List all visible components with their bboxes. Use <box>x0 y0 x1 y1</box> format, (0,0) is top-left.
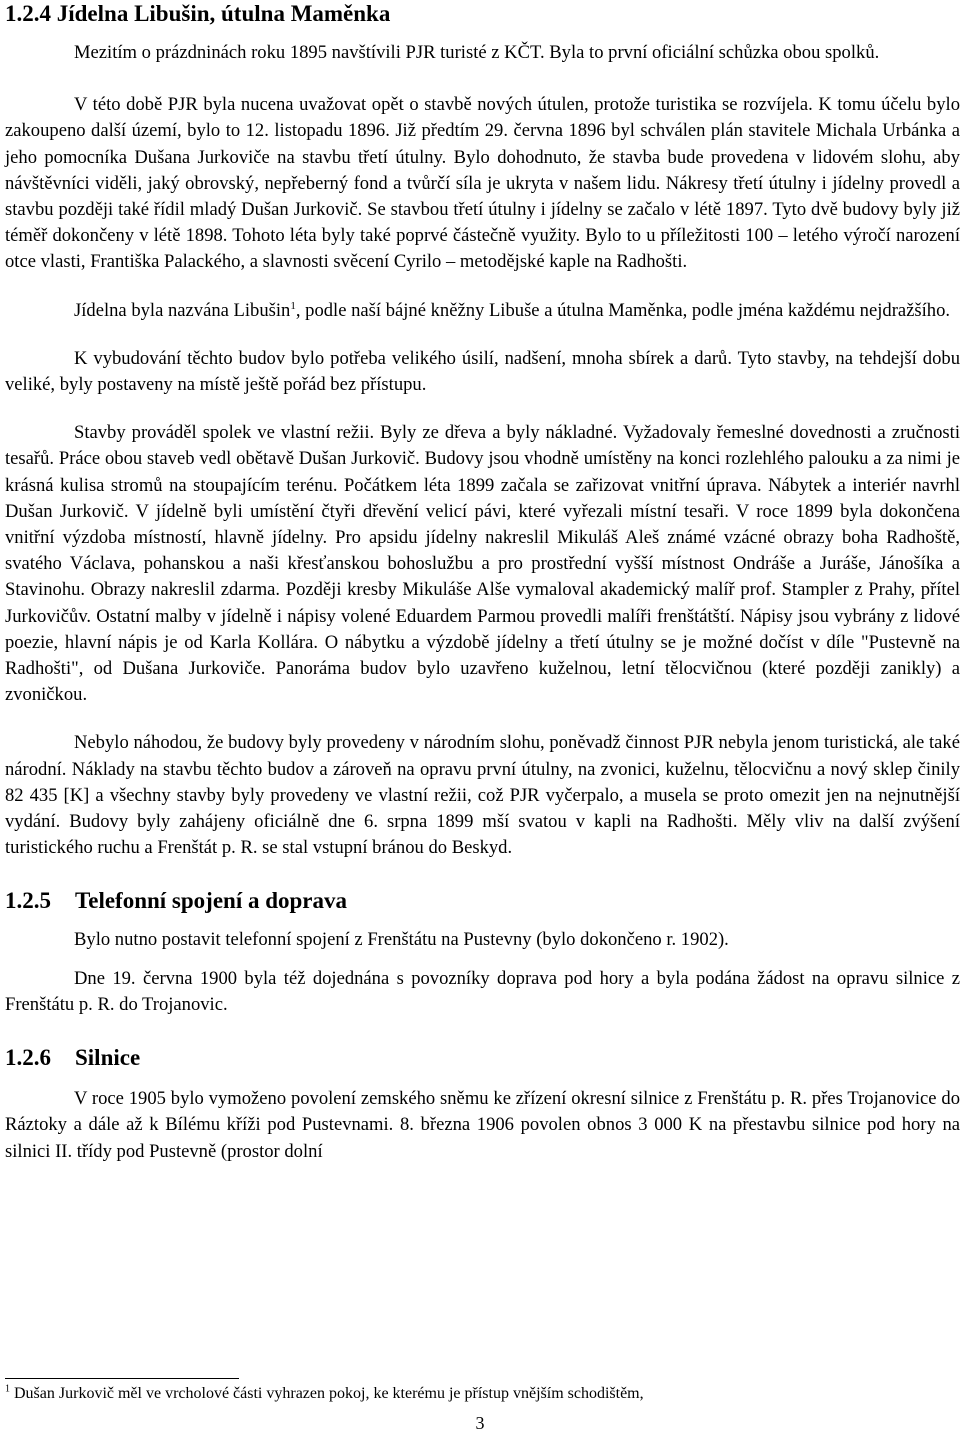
page-number: 3 <box>475 1413 485 1433</box>
paragraph: Stavby prováděl spolek ve vlastní režii. Byly ze dřeva a byly nákladné. Vyžadovaly řemeslné dovednosti a zručnosti tesařů. Práce obou staveb vedl obětavě Dušan Jurkovič. Budovy jsou vhodně umístěny na konci rozlehlého palouku a za nimi je krásná kulisa stromů na stoupajícím terénu. Počátkem léta 1899 začala se zařizovat vnitřní úprava. Nábytek a interiér navrhl Dušan Jurkovič. V jídelně byli umístění čtyři dřevění velicí pávi, které vyřezali místní tesaři. V roce 1899 byla dokončena vnitřní výzdoba místností, hlavně jídelny. Pro apsidu jídelny nakreslil Mikuláš Aleš známé vzácné obrazy boha Radhoště, svatého Václava, pohanskou a naši křesťanskou bohoslužbu a pro prostřední vyšší místnost Ondráše a Juráše, Jánošíka a Stavinohu. Obrazy nakreslil zdarma. Později kresby Mikuláše Alše vymaloval akademický malíř prof. Stampler z Prahy, přítel Jurkovičův. Ostatní malby v jídelně i nápisy volené Eduardem Parmou provedli malíři frenštátští. Nápisy jsou vybrány z lidové poezie, hlavní nápis je od Karla Kollára. O nábytku a výzdobě jídelny a třetí útulny se je možné dočíst v díle "Pustevně na Radhošti", od Dušana Jurkoviče. Panoráma budov bylo uzavřeno kuželnou, letní tělocvičnou (které později zanikly) a zvoničkou. <box>5 422 960 706</box>
section-heading-1-2-6 <box>5 1044 960 1072</box>
section-heading-1-2-5 <box>5 887 960 915</box>
section-title: Silnice <box>75 1045 141 1071</box>
section-title: Telefonní spojení a doprava <box>75 888 348 914</box>
document-page <box>5 0 960 1165</box>
paragraph-text: Jídelna byla nazvána Libušin <box>74 299 291 321</box>
paragraph <box>5 298 960 324</box>
section-title: Jídelna Libušin, útulna Maměnka <box>56 1 391 26</box>
paragraph-text: , podle naší bájné kněžny Libuše a útulna Maměnka, podle jména každému nejdražšího. <box>295 299 951 321</box>
paragraph: V této době PJR byla nucena uvažovat opět o stavbě nových útulen, protože turistika se rozvíjela. K tomu účelu bylo zakoupeno další území, bylo to 12. listopadu 1896. Již předtím 29. června 1896 byl schválen plán stavitele Michala Urbánka a jeho pomocníka Dušana Jurkoviče na stavbu třetí útulny. Bylo dohodnuto, že stavba bude provedena v lidovém slohu, aby návštěvníci viděli, jaký obrovský, nepřeberný fond a tvůrčí síla je ukryta v našem lidu. Nákresy třetí útulny i jídelny provedl a stavbu později také řídil mladý Dušan Jurkovič. Se stavbou třetí útulny i jídelny se začalo v létě 1897. Tyto dvě budovy byly již téměř dokončeny v létě 1898. Tohoto léta byly také poprvé částečně využity. Bylo to u příležitosti 100 – letého výročí narození otce vlasti, Františka Palackého, a slavnosti svěcení Cyrilo – metodějské kaple na Radhošti. <box>5 94 960 273</box>
footnote-text: Dušan Jurkovič měl ve vrcholové části vyhrazen pokoj, ke kterému je přístup vnějším schodištěm, <box>14 1385 644 1402</box>
footnote-number: 1 <box>5 1383 10 1395</box>
paragraph: Mezitím o prázdninách roku 1895 navštívili PJR turisté z KČT. Byla to první oficiální schůzka obou spolků. <box>74 42 880 63</box>
footnote-separator <box>5 1378 239 1379</box>
section-heading-1-2-4 <box>5 0 960 28</box>
paragraph: Dne 19. června 1900 byla též dojednána s povozníky doprava pod hory a byla podána žádost na opravu silnice z Frenštátu p. R. do Trojanovic. <box>5 967 960 1015</box>
paragraph: V roce 1905 bylo vymoženo povolení zemského sněmu ke zřízení okresní silnice z Frenštátu p. R. přes Trojanovice do Ráztoky a dále až k Bílému kříži pod Pustevnami. 8. března 1906 povolen obnos 3 000 K na přestavbu silnice pod hory na silnici II. třídy pod Pustevně (prostor dolní <box>5 1088 960 1162</box>
paragraph: Bylo nutno postavit telefonní spojení z Frenštátu na Pustevny (bylo dokončeno r. 1902). <box>74 929 729 951</box>
section-number: 1.2.5 <box>5 888 51 914</box>
paragraph: K vybudování těchto budov bylo potřeba velikého úsilí, nadšení, mnoha sbírek a darů. Tyto stavby, na tehdejší dobu veliké, byly postaveny na místě ještě pořád bez přístupu. <box>5 347 960 396</box>
section-number: 1.2.6 <box>5 1045 51 1071</box>
paragraph: Nebylo náhodou, že budovy byly provedeny v národním slohu, poněvadž činnost PJR nebyla jenom turistická, ale také národní. Náklady na stavbu těchto budov a zároveň na opravu první útulny, na zvonici, kuželnu, tělocvičnu a nový sklep činily 82 435 [K] a všechny stavby byly provedeny ve vlastní režii, což PJR vyčerpalo, a musela se proto omezit jen na nejnutnější vydání. Budovy byly zahájeny oficiálně dne 6. srpna 1899 mší svatou v kapli na Radhošti. Měly vliv na další zvýšení turistického ruchu a Frenštát p. R. se stal vstupní bránou do Beskyd. <box>5 732 960 859</box>
footnote-reference[interactable]: 1 <box>290 299 296 312</box>
section-number: 1.2.4 <box>5 1 51 26</box>
footnote <box>5 1384 955 1404</box>
